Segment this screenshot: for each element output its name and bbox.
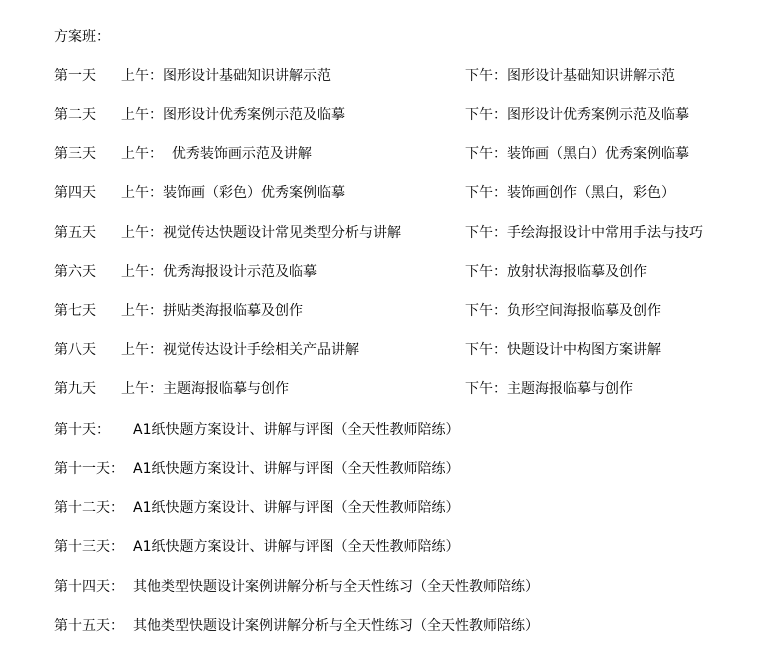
morning-session: 上午：视觉传达快题设计常见类型分析与讲解 bbox=[121, 225, 401, 241]
day-label: 第六天 bbox=[54, 264, 96, 280]
day-label: 第七天 bbox=[54, 303, 96, 319]
afternoon-session: 下午：装饰画（黑白）优秀案例临摹 bbox=[465, 146, 689, 162]
full-day-session: A1纸快题方案设计、讲解与评图（全天性教师陪练） bbox=[133, 539, 460, 555]
full-day-row bbox=[0, 498, 763, 518]
morning-session: 上午：视觉传达设计手绘相关产品讲解 bbox=[121, 342, 359, 358]
day-label: 第十二天： bbox=[54, 500, 124, 516]
day-label: 第四天 bbox=[54, 185, 96, 201]
day-label: 第十一天： bbox=[54, 461, 124, 477]
day-label: 第十五天： bbox=[54, 618, 124, 634]
document-heading: 方案班： bbox=[54, 29, 110, 45]
day-label: 第十三天： bbox=[54, 539, 124, 555]
afternoon-session: 下午：图形设计基础知识讲解示范 bbox=[465, 68, 675, 84]
day-label: 第二天 bbox=[54, 107, 96, 123]
full-day-session: 其他类型快题设计案例讲解分析与全天性练习（全天性教师陪练） bbox=[133, 618, 539, 634]
afternoon-session: 下午：手绘海报设计中常用手法与技巧 bbox=[465, 225, 703, 241]
full-day-session: 其他类型快题设计案例讲解分析与全天性练习（全天性教师陪练） bbox=[133, 579, 539, 595]
afternoon-session: 下午：主题海报临摹与创作 bbox=[465, 381, 633, 397]
full-day-session: A1纸快题方案设计、讲解与评图（全天性教师陪练） bbox=[133, 500, 460, 516]
afternoon-session: 下午：快题设计中构图方案讲解 bbox=[465, 342, 661, 358]
schedule-row bbox=[0, 223, 763, 243]
afternoon-session: 下午：图形设计优秀案例示范及临摹 bbox=[465, 107, 689, 123]
morning-session: 上午：图形设计优秀案例示范及临摹 bbox=[121, 107, 345, 123]
schedule-row bbox=[0, 105, 763, 125]
full-day-row bbox=[0, 420, 763, 440]
morning-session: 上午：拼贴类海报临摹及创作 bbox=[121, 303, 303, 319]
schedule-row bbox=[0, 183, 763, 203]
full-day-row bbox=[0, 537, 763, 557]
full-day-row bbox=[0, 577, 763, 597]
day-label: 第一天 bbox=[54, 68, 96, 84]
schedule-row bbox=[0, 379, 763, 399]
schedule-row bbox=[0, 301, 763, 321]
day-label: 第九天 bbox=[54, 381, 96, 397]
schedule-row bbox=[0, 144, 763, 164]
afternoon-session: 下午：放射状海报临摹及创作 bbox=[465, 264, 647, 280]
day-label: 第三天 bbox=[54, 146, 96, 162]
day-label: 第八天 bbox=[54, 342, 96, 358]
schedule-row bbox=[0, 66, 763, 86]
afternoon-session: 下午：装饰画创作（黑白，彩色） bbox=[465, 185, 675, 201]
morning-session: 上午：装饰画（彩色）优秀案例临摹 bbox=[121, 185, 345, 201]
morning-session: 上午：图形设计基础知识讲解示范 bbox=[121, 68, 331, 84]
morning-session: 上午：优秀海报设计示范及临摹 bbox=[121, 264, 317, 280]
day-label: 第十四天： bbox=[54, 579, 124, 595]
full-day-session: A1纸快题方案设计、讲解与评图（全天性教师陪练） bbox=[133, 422, 460, 438]
morning-session: 上午： 优秀装饰画示范及讲解 bbox=[121, 146, 312, 162]
morning-session: 上午：主题海报临摹与创作 bbox=[121, 381, 289, 397]
full-day-session: A1纸快题方案设计、讲解与评图（全天性教师陪练） bbox=[133, 461, 460, 477]
full-day-row bbox=[0, 616, 763, 636]
day-label: 第十天： bbox=[54, 422, 110, 438]
full-day-row bbox=[0, 459, 763, 479]
day-label: 第五天 bbox=[54, 225, 96, 241]
afternoon-session: 下午：负形空间海报临摹及创作 bbox=[465, 303, 661, 319]
schedule-row bbox=[0, 340, 763, 360]
schedule-row bbox=[0, 262, 763, 282]
